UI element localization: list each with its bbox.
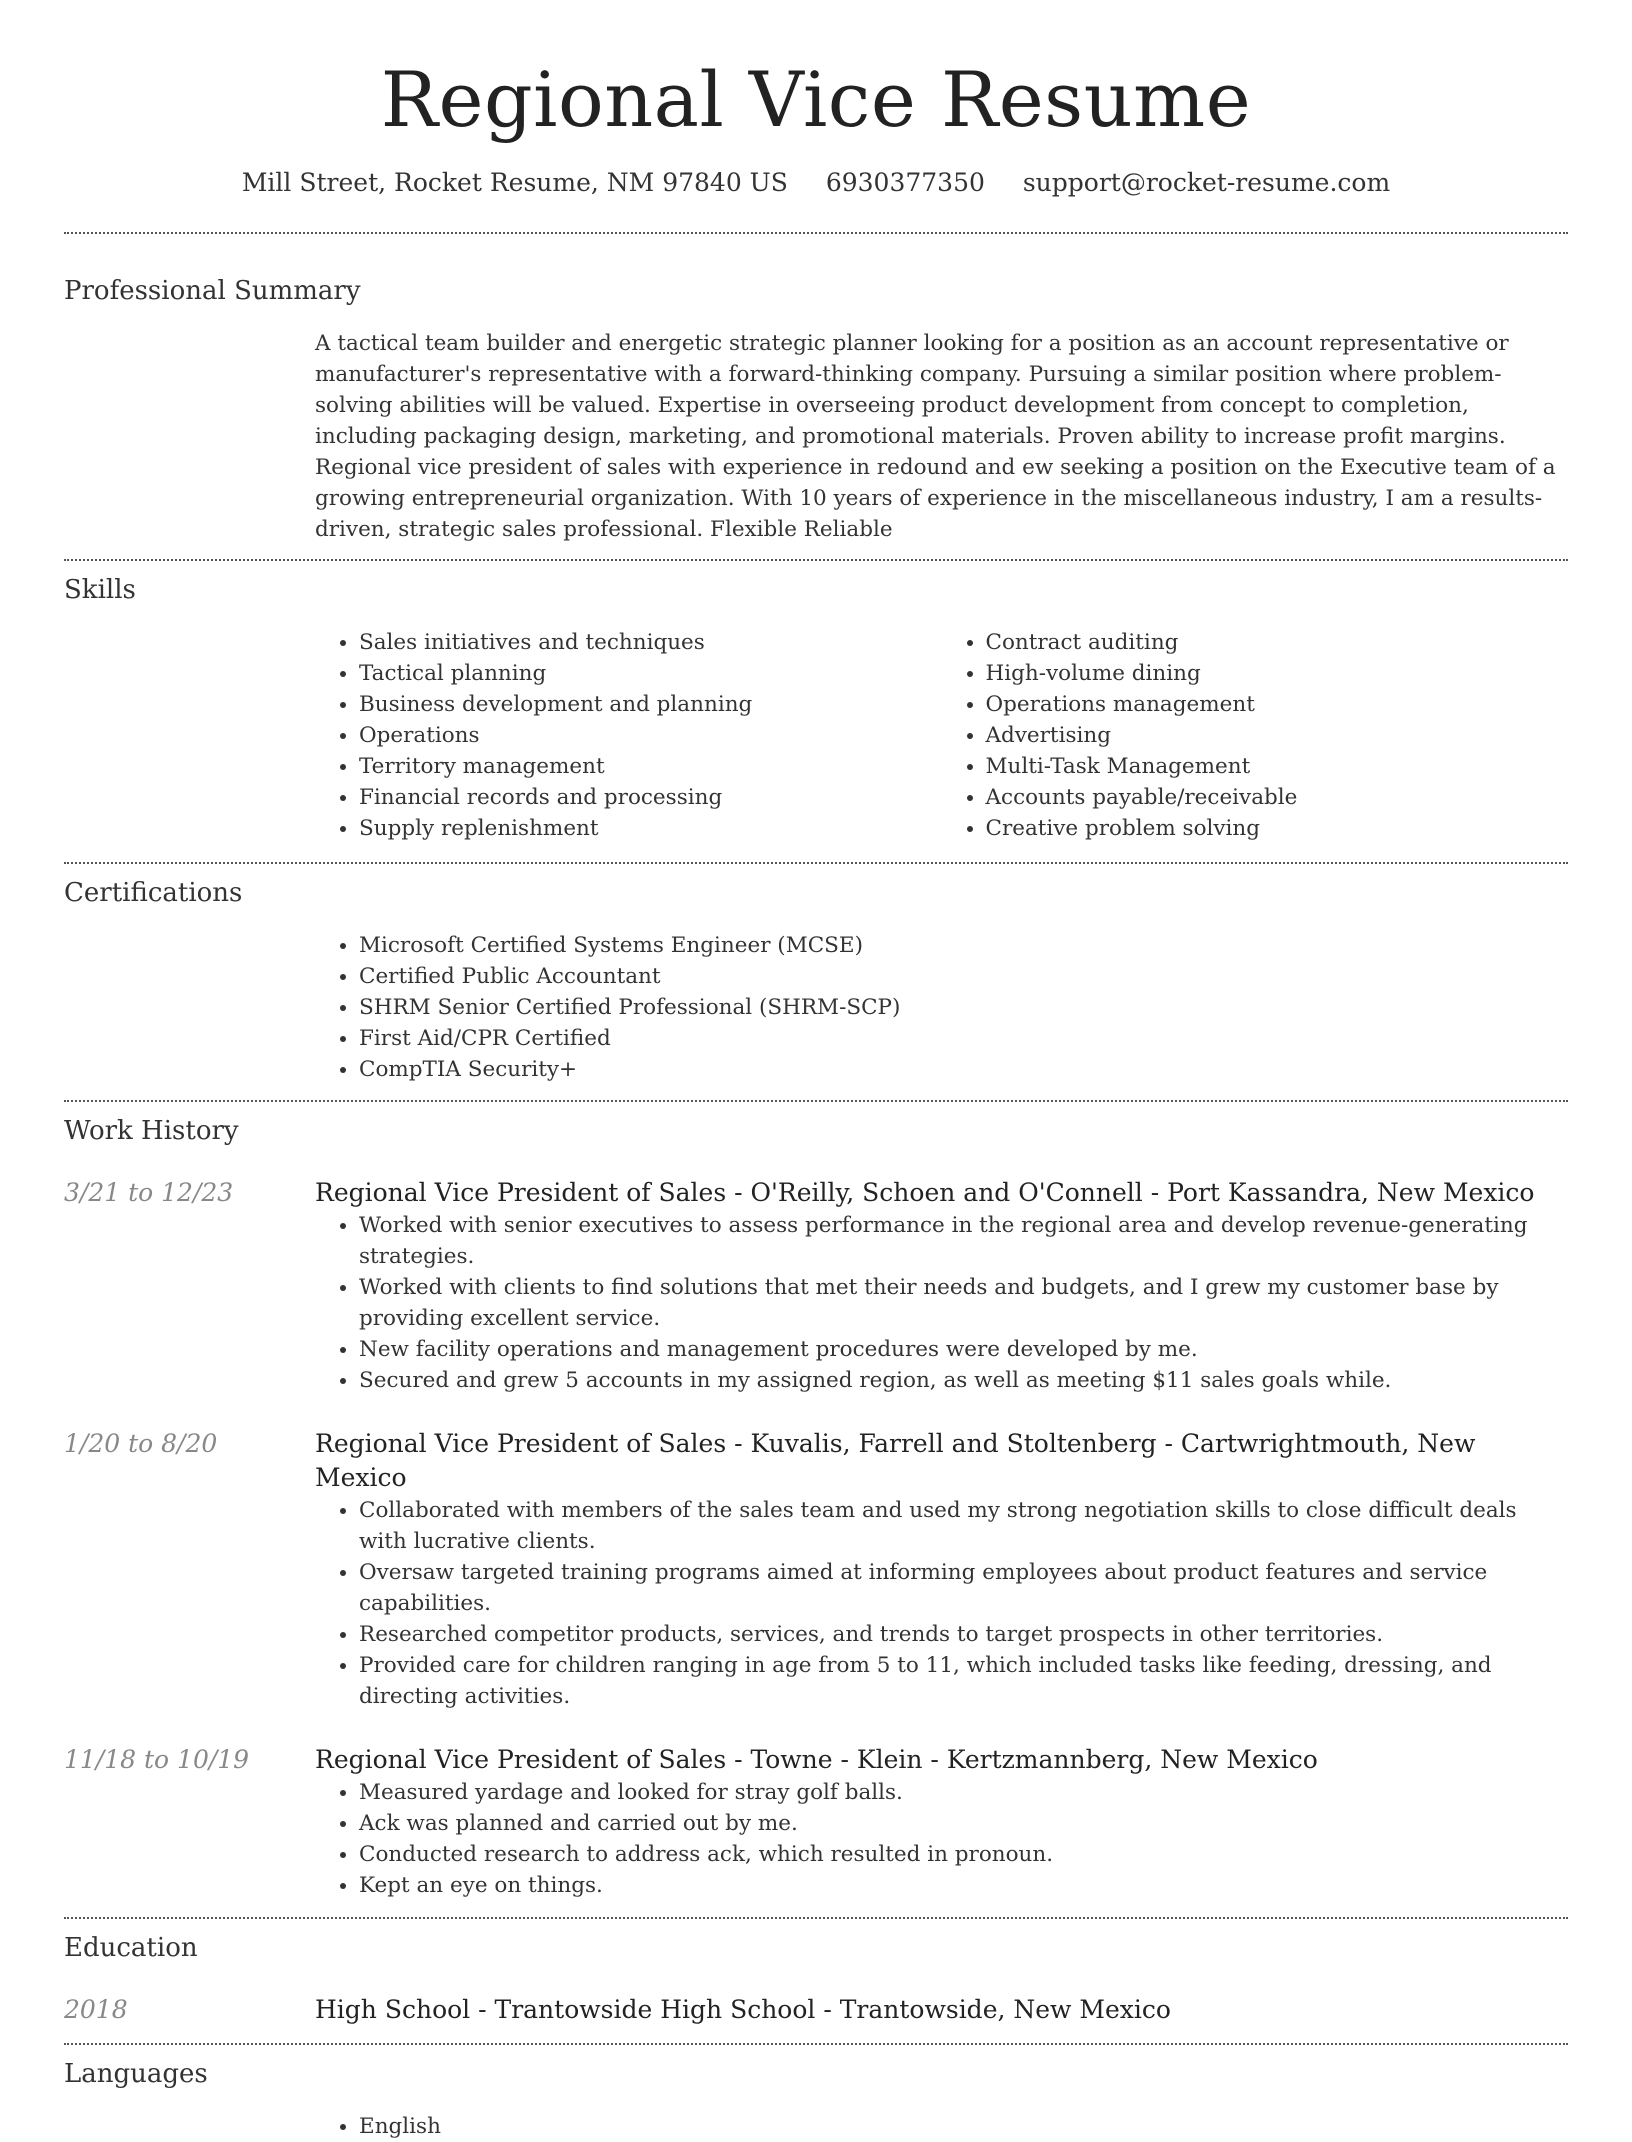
skills-column-right: [942, 627, 1569, 844]
list-item: • Measured yardage and looked for stray golf balls.: [359, 1777, 1568, 1808]
list-item: • Accounts payable/receivable: [986, 782, 1569, 813]
divider: [64, 2043, 1568, 2045]
job-date: 3/21 to 12/23: [64, 1178, 234, 1207]
list-item: • First Aid/CPR Certified: [359, 1023, 1568, 1054]
job-bullets: [315, 1210, 1568, 1396]
skills-list: [315, 627, 1568, 844]
list-item: • Operations management: [986, 689, 1569, 720]
list-item: • New facility operations and management procedures were developed by me.: [359, 1334, 1568, 1365]
spacer: [64, 1901, 1568, 1917]
divider: [64, 232, 1568, 234]
certifications-list: [315, 930, 1568, 1085]
section-title-work-history: Work History: [64, 1116, 239, 1146]
divider: [64, 1100, 1568, 1102]
section-title-summary: Professional Summary: [64, 276, 361, 306]
list-item: • Creative problem solving: [986, 813, 1569, 844]
job-body: [315, 1743, 1568, 1901]
section-title-languages: Languages: [64, 2059, 208, 2089]
list-item: • Provided care for children ranging in age from 5 to 11, which included tasks like feeding, dressing, and directing activities.: [359, 1650, 1568, 1712]
list-item: • High-volume dining: [986, 658, 1569, 689]
list-item: • Worked with clients to find solutions that met their needs and budgets, and I grew my customer base by providing excellent service.: [359, 1272, 1568, 1334]
job-body: [315, 1176, 1568, 1396]
languages-list: [315, 2111, 1568, 2142]
list-item: • Territory management: [359, 751, 942, 782]
list-item: • Certified Public Accountant: [359, 961, 1568, 992]
list-item: • English: [359, 2111, 1568, 2142]
divider: [64, 559, 1568, 561]
job-title: Regional Vice President of Sales - Towne - Klein - Kertzmannberg, New Mexico: [315, 1745, 1318, 1774]
list-item: • Researched competitor products, services, and trends to target prospects in other territories.: [359, 1619, 1568, 1650]
education-date: 2018: [64, 1995, 128, 2024]
section-title-education: Education: [64, 1933, 198, 1963]
list-item: • Financial records and processing: [359, 782, 942, 813]
section-title-skills: Skills: [64, 575, 136, 605]
section-title-certifications: Certifications: [64, 878, 243, 908]
job-date: 11/18 to 10/19: [64, 1745, 250, 1774]
skills-column-left: [315, 627, 942, 844]
resume-name: Regional Vice Resume: [380, 55, 1252, 144]
list-item: • SHRM Senior Certified Professional (SHRM-SCP): [359, 992, 1568, 1023]
list-item: • Contract auditing: [986, 627, 1569, 658]
list-item: • Multi-Task Management: [986, 751, 1569, 782]
job-body: [315, 1427, 1568, 1712]
contact-phone: 6930377350: [825, 168, 985, 197]
list-item: • Secured and grew 5 accounts in my assigned region, as well as meeting $11 sales goals while.: [359, 1365, 1568, 1396]
summary-text: A tactical team builder and energetic strategic planner looking for a position as an account representative or manufacturer's representative with a forward-thinking company. Pursuing a similar position where problem-solving abilities will be valued. Expertise in overseeing product development from concept to completion, including packaging design, marketing, and promotional materials. Proven ability to increase profit margins. Regional vice president of sales with experience in redound and ew seeking a position on the Executive team of a growing entrepreneurial organization. With 10 years of experience in the miscellaneous industry, I am a results-driven, strategic sales professional. Flexible Reliable: [315, 331, 1556, 542]
list-item: • Advertising: [986, 720, 1569, 751]
list-item: • Worked with senior executives to assess performance in the regional area and develop revenue-generating strategies.: [359, 1210, 1568, 1272]
list-item: • Microsoft Certified Systems Engineer (MCSE): [359, 930, 1568, 961]
divider: [64, 862, 1568, 864]
list-item: • CompTIA Security+: [359, 1054, 1568, 1085]
job-title: Regional Vice President of Sales - O'Reilly, Schoen and O'Connell - Port Kassandra, New Mexico: [315, 1178, 1535, 1207]
job-entry: [64, 1743, 1568, 1901]
list-item: • Conducted research to address ack, which resulted in pronoun.: [359, 1839, 1568, 1870]
languages-bullets: [315, 2111, 1568, 2142]
list-item: • Collaborated with members of the sales team and used my strong negotiation skills to close difficult deals with lucrative clients.: [359, 1495, 1568, 1557]
list-item: • Oversaw targeted training programs aimed at informing employees about product features and service capabilities.: [359, 1557, 1568, 1619]
job-bullets: [315, 1495, 1568, 1712]
list-item: • Sales initiatives and techniques: [359, 627, 942, 658]
list-item: • Kept an eye on things.: [359, 1870, 1568, 1901]
list-item: • Tactical planning: [359, 658, 942, 689]
job-title: Regional Vice President of Sales - Kuvalis, Farrell and Stoltenberg - Cartwrightmouth, New Mexico: [315, 1429, 1476, 1492]
list-item: • Supply replenishment: [359, 813, 942, 844]
list-item: • Operations: [359, 720, 942, 751]
education-entry: [64, 1993, 1568, 2027]
job-date: 1/20 to 8/20: [64, 1429, 218, 1458]
contact-address: Mill Street, Rocket Resume, NM 97840 US: [241, 168, 788, 197]
certifications-bullets: [315, 930, 1568, 1085]
contact-email: support@rocket-resume.com: [1022, 168, 1391, 197]
list-item: • Business development and planning: [359, 689, 942, 720]
contact-line: [64, 166, 1568, 200]
education-body: [315, 1993, 1568, 2027]
education-title: High School - Trantowside High School - Trantowside, New Mexico: [315, 1995, 1171, 2024]
list-item: • Ack was planned and carried out by me.: [359, 1808, 1568, 1839]
job-entry: [64, 1427, 1568, 1712]
job-bullets: [315, 1777, 1568, 1901]
divider: [64, 1917, 1568, 1919]
job-entry: [64, 1176, 1568, 1396]
